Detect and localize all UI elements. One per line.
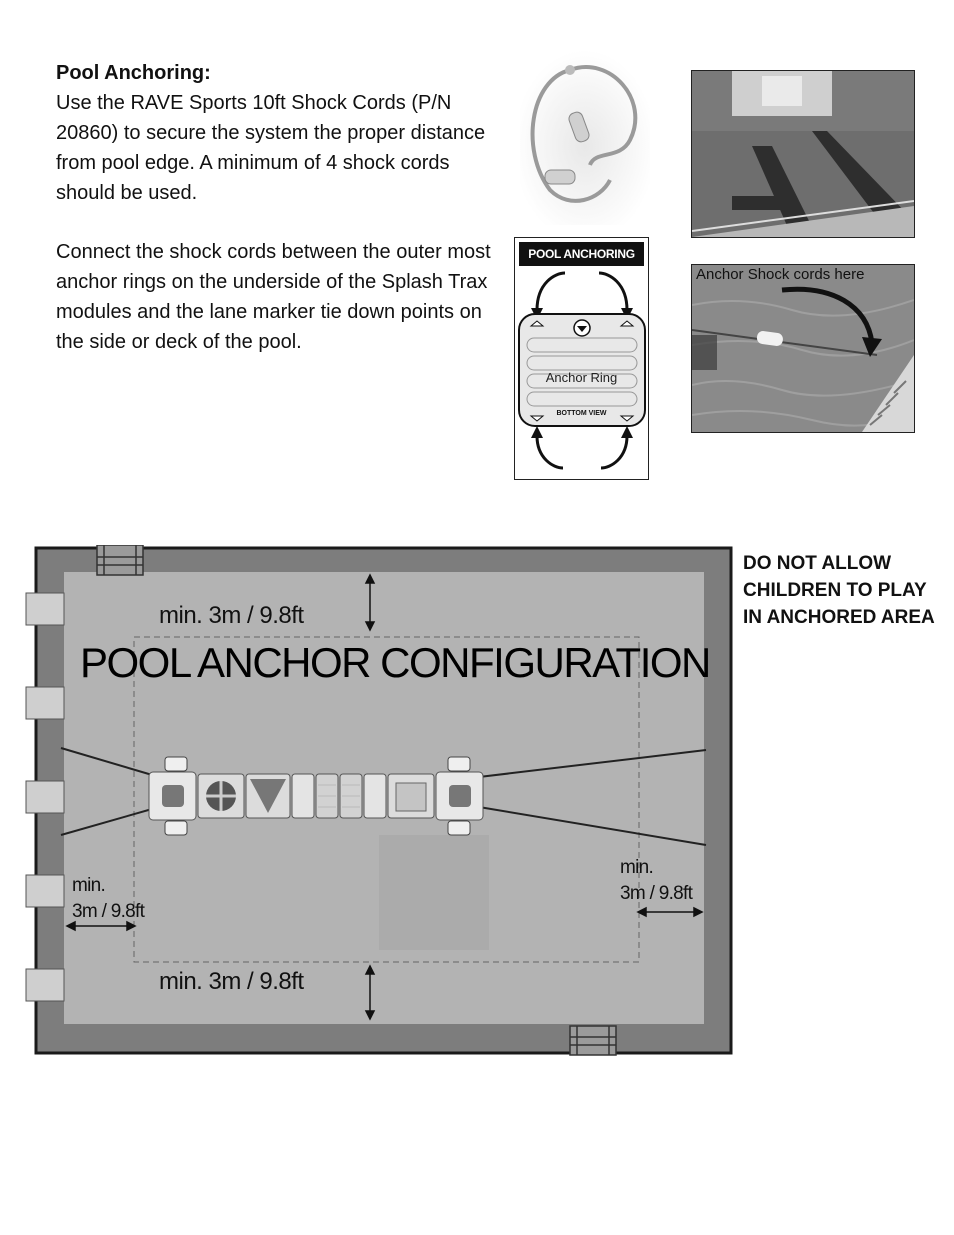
bottom-view-label: BOTTOM VIEW [556,410,607,417]
diagram-header: POOL ANCHORING [519,242,644,266]
anchor-ring-label: Anchor Ring [545,370,618,385]
dimension-top: min. 3m / 9.8ft [159,602,304,629]
shock-cord-image [520,50,650,225]
section-title: Pool Anchoring: [56,62,211,84]
instruction-paragraph-1: Use the RAVE Sports 10ft Shock Cords (P/N 20860) to secure the system the proper distance from pool edge. A minimum of 4 shock cords should be used. [56,92,486,204]
dimension-bottom: min. 3m / 9.8ft [159,968,304,995]
pool-diagram [24,545,734,1057]
anchor-ring-diagram [514,237,649,480]
pool-system-photo [691,70,915,238]
dimension-left: min. 3m / 9.8ft [72,875,145,922]
warning-text: DO NOT ALLOW CHILDREN TO PLAY IN ANCHORED AREA [743,553,935,628]
shock-cord-attachment-photo [691,264,915,433]
photo-caption: Anchor Shock cords here [696,266,865,283]
dimension-right: min. 3m / 9.8ft [620,857,693,904]
instruction-paragraph-2: Connect the shock cords between the outer most anchor rings on the underside of the Splash Trax modules and the lane marker tie down points on the side or deck of the pool. [56,241,491,353]
pool-diagram-title: POOL ANCHOR CONFIGURATION [80,639,710,686]
